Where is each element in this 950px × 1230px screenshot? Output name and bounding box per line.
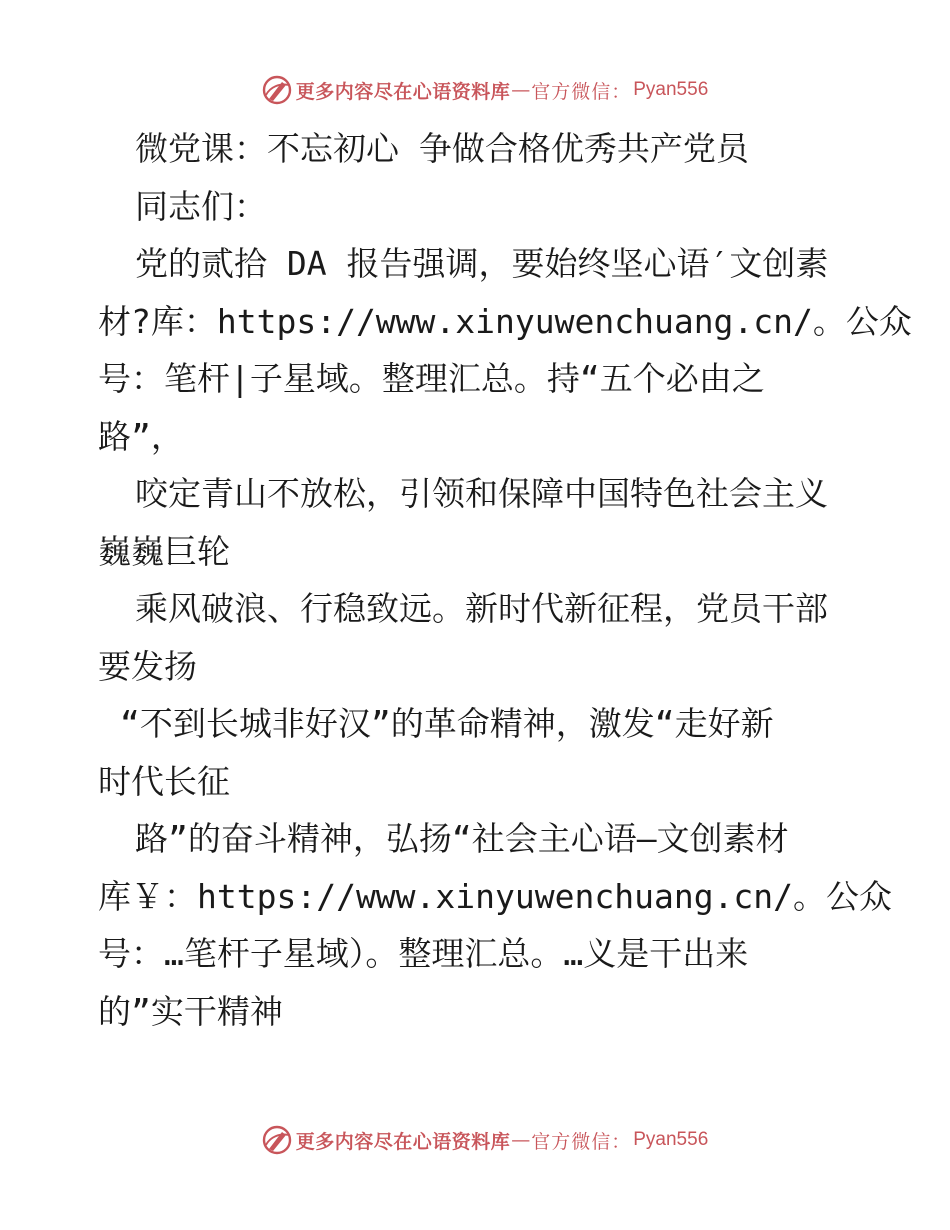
body-line: 时代长征 (98, 761, 230, 801)
footer-wechat-label: 官方微信： (531, 1130, 632, 1153)
body-line: 号：笔杆|子星域。整理汇总。持“五个必由之 (98, 359, 765, 398)
pen-logo-icon (260, 73, 294, 107)
footer-banner (0, 1123, 950, 1157)
body-line: 库￥：https://www.xinyuwenchuang.cn/。公众 (98, 876, 893, 916)
body-line: 要发扬 (98, 646, 197, 686)
body-line: 巍巍巨轮 (98, 531, 230, 571)
body-line: 的”实干精神 (98, 991, 283, 1031)
footer-wechat-id: Pyan556 (633, 1129, 709, 1150)
pen-logo-icon (260, 1123, 294, 1157)
document-body (98, 120, 912, 1040)
header-dash: — (511, 79, 531, 101)
body-line: 咬定青山不放松，引领和保障中国特色社会主义 (135, 474, 828, 513)
body-line: 路”的奋斗精神，弘扬“社会主心语—文创素材 (135, 819, 789, 858)
footer-dash: — (511, 1129, 531, 1151)
body-line: 党的贰拾 DA 报告强调，要始终坚心语′文创素 (135, 244, 829, 283)
salutation: 同志们： (135, 186, 267, 226)
document-title: 微党课：不忘初心 争做合格优秀共产党员 (135, 129, 749, 168)
header-banner (0, 73, 950, 107)
header-wechat-label: 官方微信： (531, 80, 632, 103)
body-line: 号：…笔杆子星域）。整理汇总。…义是干出来 (98, 934, 749, 973)
header-site-text: 更多内容尽在心语资料库 (295, 80, 511, 103)
body-line: 乘风破浪、行稳致远。新时代新征程，党员干部 (135, 589, 828, 628)
body-line: 路”， (98, 416, 184, 456)
header-wechat-id: Pyan556 (633, 79, 709, 100)
footer-site-text: 更多内容尽在心语资料库 (295, 1130, 511, 1153)
body-line: “不到长城非好汉”的革命精神，激发“走好新 (120, 704, 774, 743)
body-line: 材?库：https://www.xinyuwenchuang.cn/。公众 (98, 301, 912, 341)
